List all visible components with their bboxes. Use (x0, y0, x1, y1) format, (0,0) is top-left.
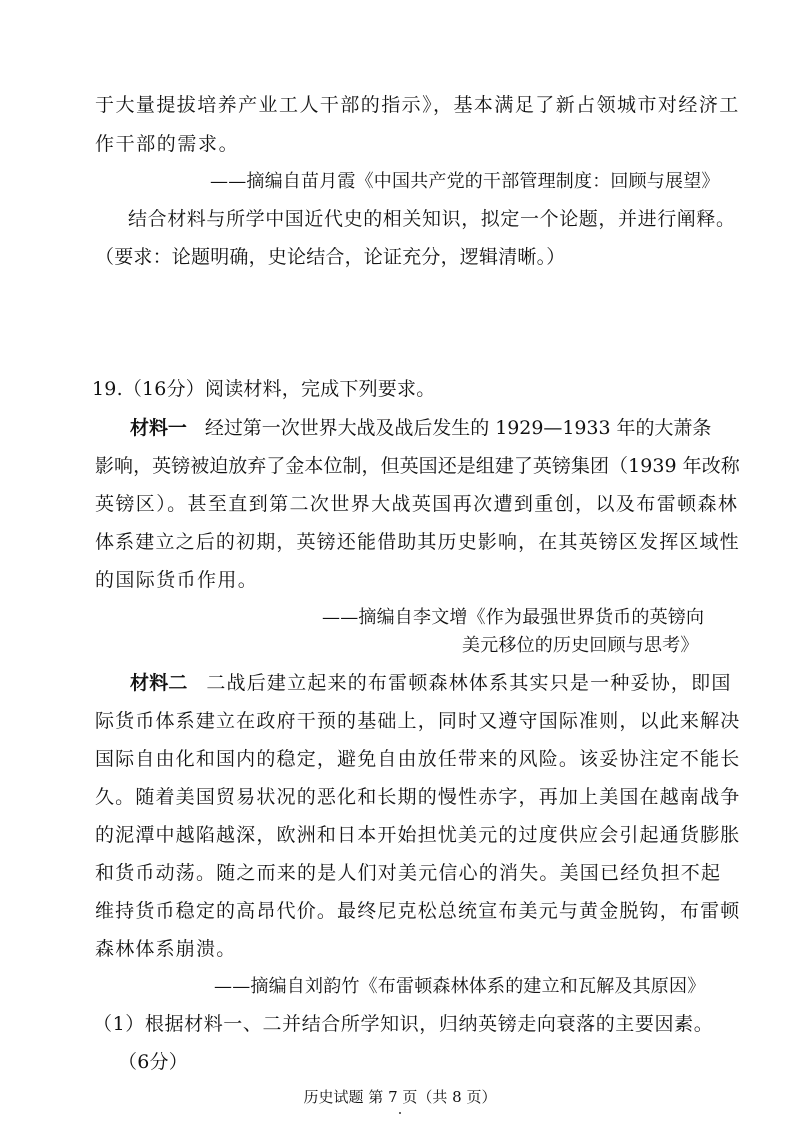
text-line: 于大量提拔培养产业工人干部的指示》，基本满足了新占领城市对经济工 (95, 94, 740, 116)
task-requirement: （要求：论题明确，史论结合，论证充分，逻辑清晰。） (95, 246, 566, 268)
material-1-label: 材料一 (130, 417, 187, 439)
material-1-first-line (130, 416, 711, 440)
text-line: 作干部的需求。 (95, 133, 240, 155)
text-line: 国际自由化和国内的稳定，避免自由放任带来的风险。该妥协注定不能长 (95, 748, 741, 770)
source-citation: ——摘编自苗月霞《中国共产党的干部管理制度：回顾与展望》 (210, 171, 720, 192)
text-line: 森林体系崩溃。 (95, 938, 237, 960)
text-line: 体系建立之后的初期，英镑还能借助其历史影响，在其英镑区发挥区域性 (95, 531, 740, 553)
text-line: 的泥潭中越陷越深，欧洲和日本开始担忧美元的过度供应会引起通货膨胀 (95, 824, 741, 846)
text-line: 影响，英镑被迫放弃了金本位制，但英国还是组建了英镑集团（1939 年改称 (95, 455, 740, 477)
text-line: 际货币体系建立在政府干预的基础上，同时又遵守国际准则，以此来解决 (95, 710, 741, 732)
sub-question-1-score: （6分） (118, 1051, 188, 1073)
question-19-header: 19.（16分）阅读材料，完成下列要求。 (92, 378, 436, 400)
sub-question-1: （1）根据材料一、二并结合所学知识，归纳英镑走向衰落的主要因素。 (93, 1013, 714, 1035)
text-line: 和货币动荡。随之而来的是人们对美元信心的消失。美国已经负担不起 (95, 862, 722, 884)
text-line: 二战后建立起来的布雷顿森林体系其实只是一种妥协，即国 (206, 672, 732, 694)
material-2-label: 材料二 (130, 672, 188, 694)
source-citation: 美元移位的历史回顾与思考》 (462, 635, 699, 656)
text-line: 维持货币稳定的高昂代价。最终尼克松总统宣布美元与黄金脱钩，布雷顿 (95, 900, 741, 922)
material-2-first-line (130, 671, 732, 695)
text-line: 经过第一次世界大战及战后发生的 1929—1933 年的大萧条 (204, 417, 712, 439)
task-instruction: 结合材料与所学中国近代史的相关知识，拟定一个论题，并进行阐释。 (128, 208, 736, 230)
text-line: 久。随着美国贸易状况的恶化和长期的慢性赤字，再加上美国在越南战争 (95, 786, 741, 808)
scan-dot (399, 1112, 401, 1114)
source-citation: ——摘编自刘韵竹《布雷顿森林体系的建立和瓦解及其原因》 (214, 976, 706, 997)
text-line: 的国际货币作用。 (95, 569, 259, 591)
page-footer: 历史试题 第 7 页（共 8 页） (303, 1088, 497, 1106)
text-line: 英镑区）。甚至直到第二次世界大战英国再次遭到重创，以及布雷顿森林 (95, 493, 739, 515)
source-citation: ——摘编自李文增《作为最强世界货币的英镑向 (322, 607, 705, 628)
